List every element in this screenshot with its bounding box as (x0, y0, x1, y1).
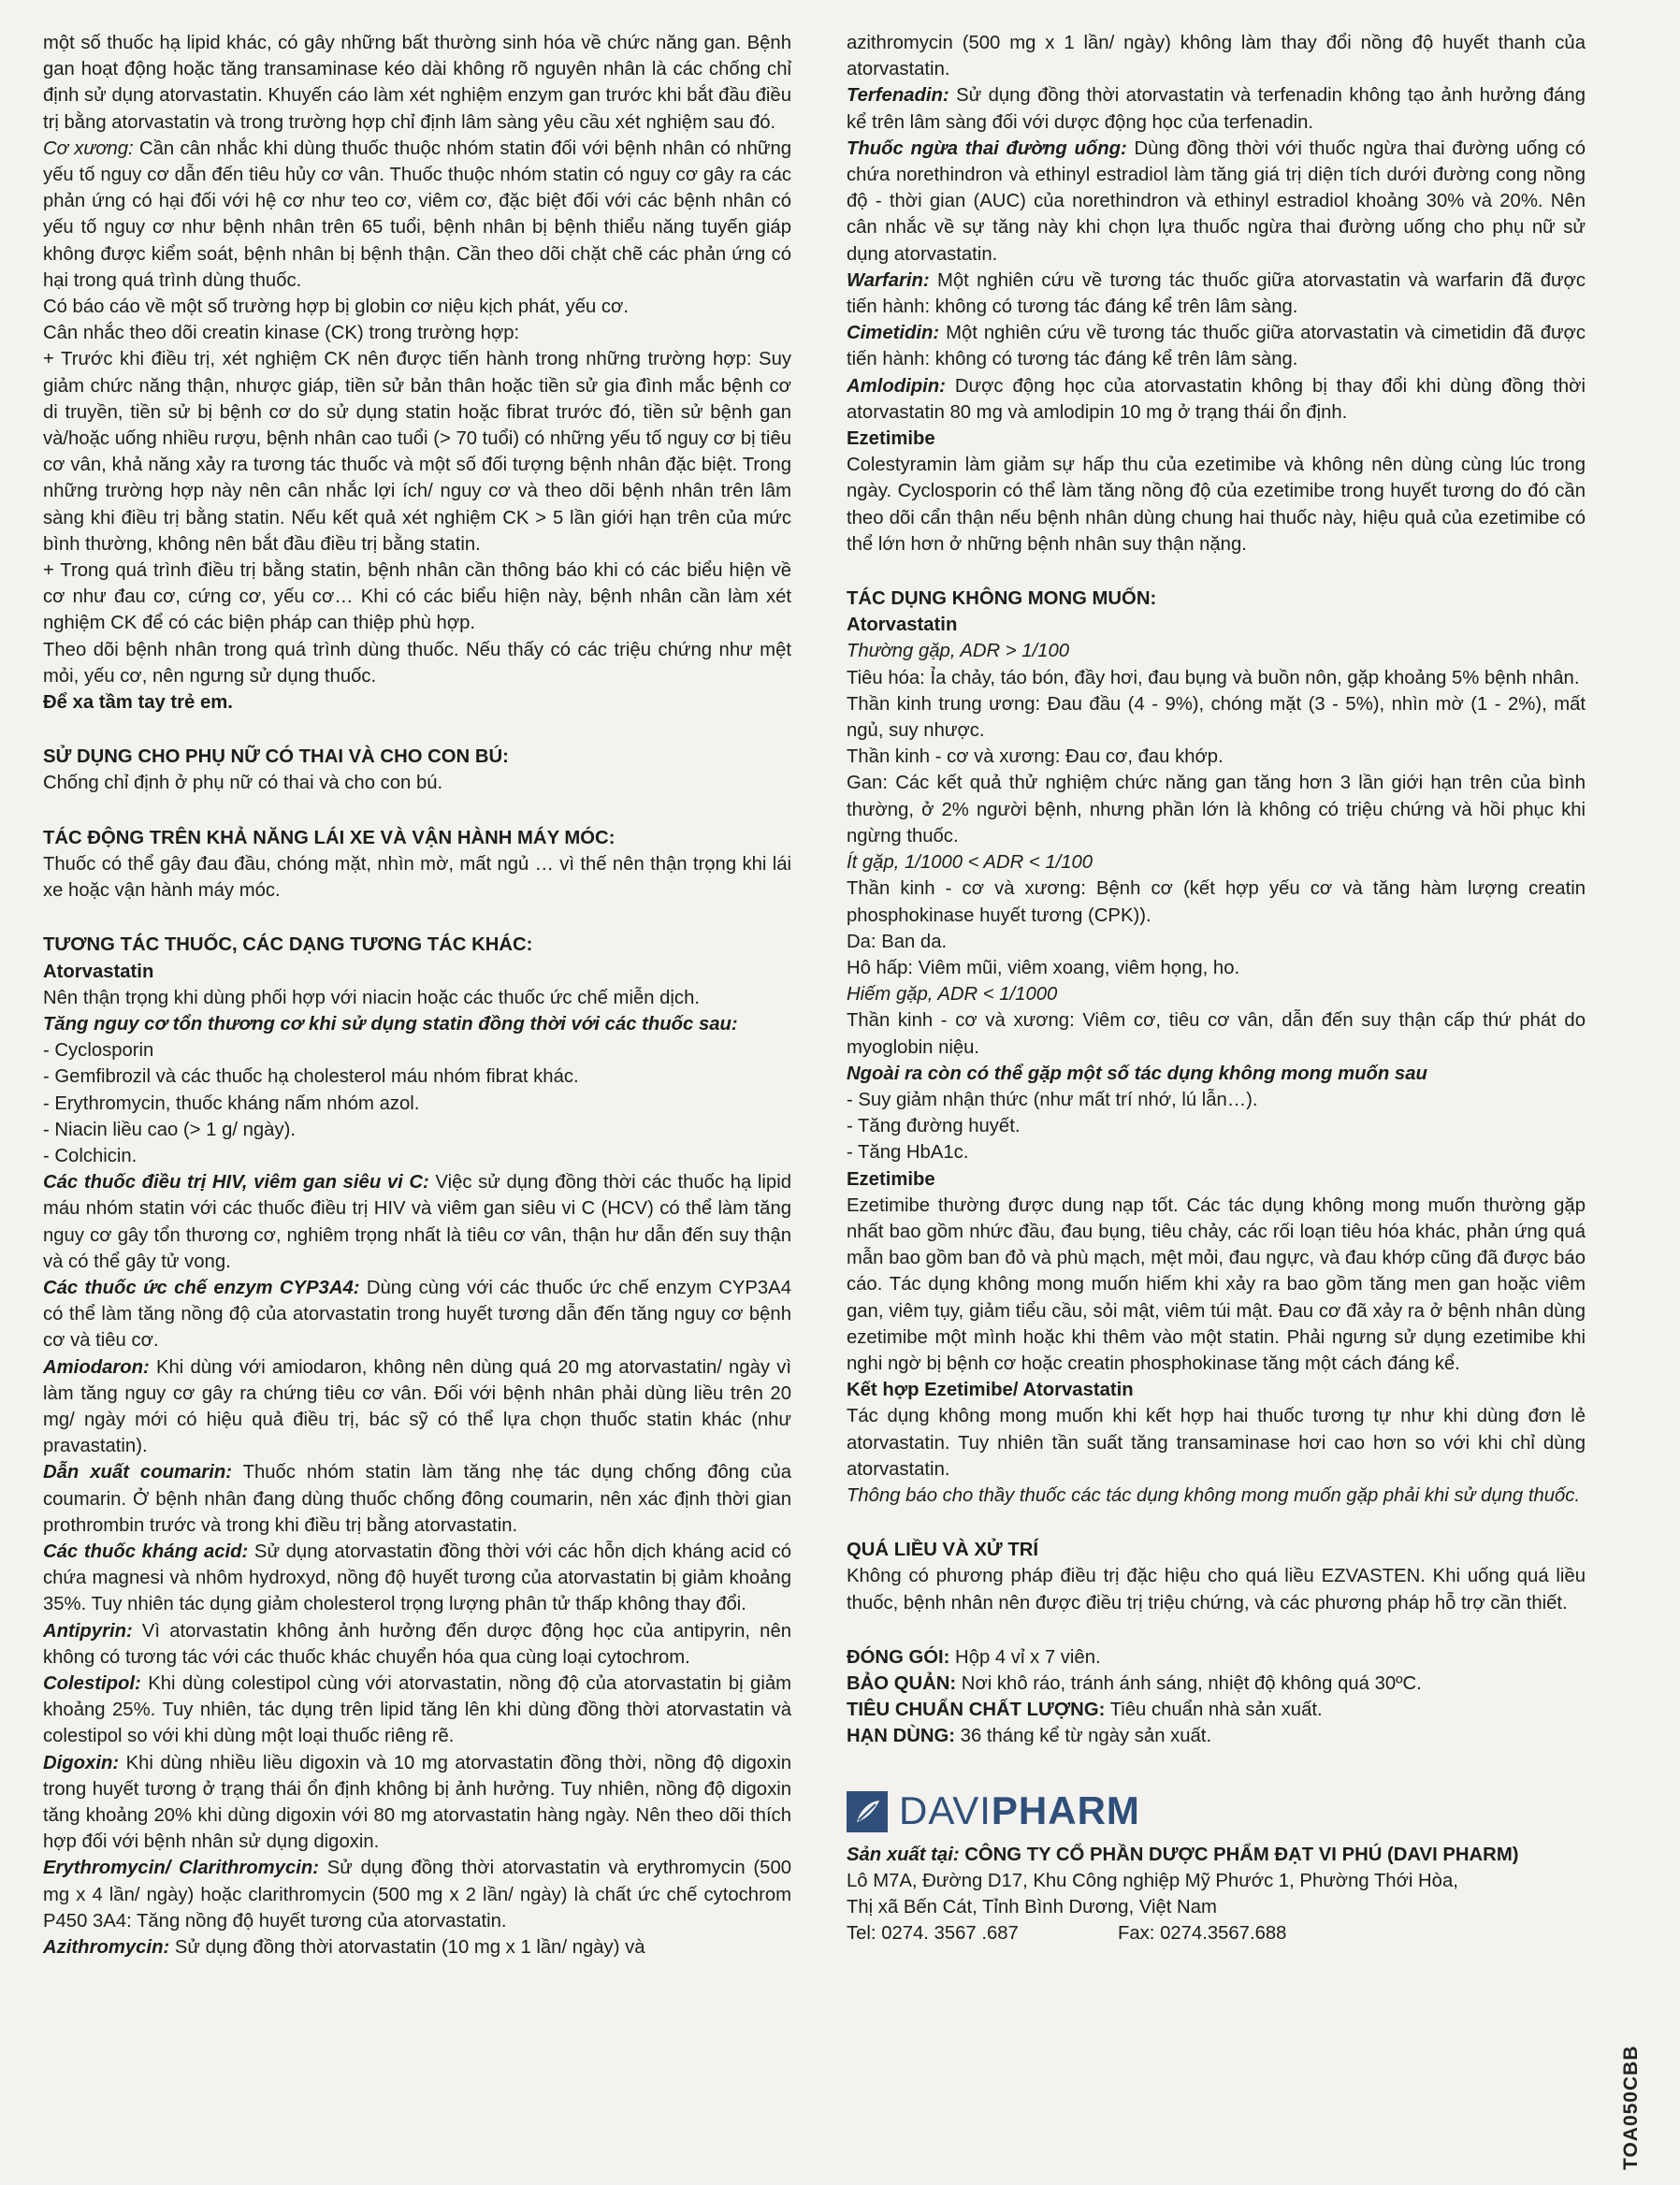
inline-label: Erythromycin/ Clarithromycin: (43, 1858, 320, 1879)
subheading: Tăng nguy cơ tổn thương cơ khi sử dụng statin đồng thời với các thuốc sau: (43, 1013, 738, 1035)
inline-label: Các thuốc điều trị HIV, viêm gan siêu vi C: (43, 1172, 429, 1194)
paragraph (847, 268, 1586, 320)
paragraph: Hô hấp: Viêm mũi, viêm xoang, viêm họng, ho. (847, 957, 1240, 978)
paragraph (847, 136, 1586, 268)
warning-text: Để xa tầm tay trẻ em. (43, 692, 233, 714)
paragraph: một số thuốc hạ lipid khác, có gây những bất thường sinh hóa về chức năng gan. Bệnh gan hoạt động hoặc tăng transaminase kéo dài không rõ nguyên nhân là các chống chỉ định sử dụng atorvastatin. Khuyến cáo làm xét nghiệm enzym gan trước khi bắt đầu điều trị bằng atorvastatin và trong trường hợp chỉ định lâm sàng yêu cầu xét nghiệm sau đó. (43, 33, 791, 133)
subheading: Ngoài ra còn có thể gặp một số tác dụng không mong muốn sau (847, 1063, 1427, 1084)
list-item: - Cyclosporin (43, 1040, 154, 1062)
expiry-line (847, 1723, 1586, 1749)
paragraph (43, 1169, 791, 1275)
paragraph-text: Việc sử dụng đồng thời các thuốc hạ lipid máu nhóm statin với các thuốc điều trị HIV và viêm gan siêu vi C (HCV) có thể làm tăng nguy cơ gây tổn thương cơ, nghiêm trọng nhất là tiêu cơ vân, thận hư dẫn đến suy thận và có thể gây tử vong. (43, 1172, 791, 1272)
section-heading: TÁC DỤNG KHÔNG MONG MUỐN: (847, 588, 1157, 610)
paragraph (43, 1539, 791, 1618)
paragraph (847, 320, 1586, 372)
paragraph: Có báo cáo về một số trường hợp bị globin cơ niệu kịch phát, yếu cơ. (43, 297, 629, 318)
inline-label: Digoxin: (43, 1752, 120, 1773)
leaf-icon (847, 1791, 888, 1832)
telephone: Tel: 0274. 3567 .687 (847, 1923, 1019, 1945)
subheading: Kết hợp Ezetimibe/ Atorvastatin (847, 1380, 1134, 1401)
inline-label: Thuốc ngừa thai đường uống: (847, 137, 1127, 159)
fax: Fax: 0274.3567.688 (1118, 1923, 1287, 1945)
paragraph: Thuốc có thể gây đau đầu, chóng mặt, nhìn mờ, mất ngủ … vì thế nên thận trọng khi lái xe hoặc vận hành máy móc. (43, 853, 791, 902)
right-column (847, 30, 1586, 1946)
paragraph-text: Cần cân nhắc khi dùng thuốc thuộc nhóm statin đối với bệnh nhân có những yếu tố nguy cơ dẫn đến tiêu hủy cơ vân. Thuốc thuộc nhóm statin có nguy cơ gây ra các phản ứng có hại đối với hệ cơ như teo cơ, viêm cơ, đặc biệt đối với các bệnh nhân có yếu tố nguy cơ như bệnh nhân trên 65 tuổi, bệnh nhân bị bệnh thiểu năng tuyến giáp không được kiểm soát, bệnh nhân bị bệnh thận. Cần theo dõi chặt chẽ các phản ứng có hại trong quá trình dùng thuốc. (43, 137, 791, 291)
paragraph: Theo dõi bệnh nhân trong quá trình dùng thuốc. Nếu thấy có các triệu chứng như mệt mỏi, yếu cơ, nên ngưng sử dụng thuốc. (43, 639, 791, 687)
subheading: Ezetimibe (847, 428, 935, 450)
paragraph: Thần kinh - cơ và xương: Đau cơ, đau khớp. (847, 746, 1224, 768)
paragraph-text: 36 tháng kể từ ngày sản xuất. (955, 1726, 1212, 1747)
paragraph (43, 1618, 791, 1671)
paragraph (43, 1671, 791, 1750)
inline-label: Sản xuất tại: (847, 1844, 960, 1865)
paragraph-text: Vì atorvastatin không ảnh hưởng đến dược động học của antipyrin, nên không có tương tác với các thuốc khác chuyển hóa qua cùng loại cytochrom. (43, 1620, 791, 1668)
paragraph-text: Sử dụng atorvastatin đồng thời với các hỗn dịch kháng acid có chứa magnesi và nhôm hydroxyd, nồng độ huyết tương của atorvastatin bị giảm khoảng 35%. Tuy nhiên tác dụng giảm cholesterol trọng lượng phân tử thấp không thay đổi. (43, 1541, 791, 1615)
section-heading: TƯƠNG TÁC THUỐC, CÁC DẠNG TƯƠNG TÁC KHÁC: (43, 934, 533, 956)
frequency-label: Thường gặp, ADR > 1/100 (847, 641, 1070, 662)
storage-line (847, 1671, 1586, 1697)
list-item: - Colchicin. (43, 1145, 138, 1166)
paragraph: Nên thận trọng khi dùng phối hợp với niacin hoặc các thuốc ức chế miễn dịch. (43, 987, 700, 1008)
paragraph: Da: Ban da. (847, 931, 948, 952)
inline-label: Terfenadin: (847, 85, 949, 107)
inline-label: Amlodipin: (847, 375, 946, 397)
inline-label: Cơ xương: (43, 137, 134, 159)
inline-label: Dẫn xuất coumarin: (43, 1462, 232, 1483)
paragraph-text: Dùng cùng với các thuốc ức chế enzym CYP3A4 có thể làm tăng nồng độ của atorvastatin trong huyết tương dẫn đến tăng nguy cơ bệnh cơ và tiêu cơ. (43, 1277, 791, 1352)
paragraph-text: Khi dùng colestipol cùng với atorvastatin, nồng độ của atorvastatin bị giảm khoảng 25%. Tuy nhiên, tác dụng trên lipid tăng lên khi dùng đồng thời atorvastatin và colestipol so với khi dùng một loại thuốc riêng rẽ. (43, 1672, 791, 1747)
logo-text-pharm: PHARM (991, 1788, 1140, 1833)
notice-text: Thông báo cho thầy thuốc các tác dụng không mong muốn gặp phải khi sử dụng thuốc. (847, 1484, 1581, 1506)
section-heading: TÁC ĐỘNG TRÊN KHẢ NĂNG LÁI XE VÀ VẬN HÀNH MÁY MÓC: (43, 827, 616, 848)
paragraph-text: Sử dụng đồng thời atorvastatin và erythromycin (500 mg x 4 lần/ ngày) hoặc clarithromycin (500 mg x 2 lần/ ngày) là chất ức chế cytochrom P450 3A4: Tăng nồng độ huyết tương của atorvastatin. (43, 1858, 792, 1932)
packaging-line (847, 1644, 1586, 1671)
manufacturer-name: CÔNG TY CỔ PHẦN DƯỢC PHẨM ĐẠT VI PHÚ (DAVI PHARM) (959, 1844, 1519, 1865)
paragraph-text: Sử dụng đồng thời atorvastatin (10 mg x 1 lần/ ngày) và (169, 1937, 645, 1959)
paragraph-text: Một nghiên cứu về tương tác thuốc giữa atorvastatin và warfarin đã được tiến hành: không có tương tác đáng kể trên lâm sàng. (847, 269, 1586, 318)
logo-text-davi: DAVI (899, 1788, 992, 1833)
list-item: - Erythromycin, thuốc kháng nấm nhóm azol. (43, 1092, 420, 1114)
paragraph (43, 1934, 791, 1961)
paragraph (43, 1750, 791, 1856)
subheading: Atorvastatin (43, 961, 154, 982)
contact-line (847, 1920, 1586, 1946)
paragraph: Tác dụng không mong muốn khi kết hợp hai thuốc tương tự như khi dùng đơn lẻ atorvastatin. Tuy nhiên tần suất tăng transaminase hơi cao hơn so với khi chỉ dùng atorvastatin. (847, 1406, 1586, 1480)
list-item: - Suy giảm nhận thức (như mất trí nhớ, lú lẫn…). (847, 1089, 1258, 1110)
paragraph: + Trước khi điều trị, xét nghiệm CK nên được tiến hành trong những trường hợp: Suy giảm chức năng thận, nhược giáp, tiền sử bản thân hoặc tiền sử gia đình mắc bệnh cơ di truyền, tiền sử bị bệnh cơ do sử dụng statin hoặc fibrat trước đó, tiền sử bệnh gan và/hoặc uống nhiều rượu, bệnh nhân cao tuổi (> 70 tuổi) có những yếu tố nguy cơ bị tiêu cơ vân, khả năng xảy ra tương tác thuốc và một số đối tượng bệnh nhân đặc biệt. Trong những trường hợp này nên cân nhắc lợi ích/ nguy cơ và theo dõi bệnh nhân trên lâm sàng khi điều trị bằng statin. Nếu kết quả xét nghiệm CK > 5 lần giới hạn trên của mức bình thường, không nên bắt đầu điều trị bằng statin. (43, 349, 791, 555)
paragraph-text: Thuốc nhóm statin làm tăng nhẹ tác dụng chống đông của coumarin. Ở bệnh nhân đang dùng thuốc chống đông coumarin, nên xác định thời gian prothrombin trước và trong khi điều trị bằng atorvastatin. (43, 1462, 791, 1536)
inline-label: TIÊU CHUẨN CHẤT LƯỢNG: (847, 1700, 1106, 1721)
paragraph: Thần kinh - cơ và xương: Viêm cơ, tiêu cơ vân, dẫn đến suy thận cấp thứ phát do myoglobin niệu. (847, 1010, 1586, 1058)
paragraph-text: Dược động học của atorvastatin không bị thay đổi khi dùng đồng thời atorvastatin 80 mg và amlodipin 10 mg ở trạng thái ổn định. (847, 375, 1586, 423)
inline-label: Amiodaron: (43, 1356, 150, 1378)
paragraph (43, 1855, 791, 1934)
frequency-label: Ít gặp, 1/1000 < ADR < 1/100 (847, 852, 1093, 874)
paragraph (43, 1354, 791, 1460)
paragraph: Colestyramin làm giảm sự hấp thu của ezetimibe và không nên dùng cùng lúc trong ngày. Cyclosporin có thể làm tăng nồng độ của ezetimibe trong huyết tương do đó cần theo dõi cẩn thận nếu bệnh nhân dùng chung hai thuốc này, hiệu quả của ezetimibe có thể lớn hơn ở những bệnh nhân suy thận nặng. (847, 455, 1586, 555)
paragraph (43, 1459, 791, 1539)
paragraph: Tiêu hóa: Ỉa chảy, táo bón, đầy hơi, đau bụng và buồn nôn, gặp khoảng 5% bệnh nhân. (847, 667, 1580, 688)
paragraph (847, 373, 1586, 426)
paragraph: azithromycin (500 mg x 1 lần/ ngày) không làm thay đổi nồng độ huyết thanh của atorvastatin. (847, 33, 1586, 80)
paragraph-text: Nơi khô ráo, tránh ánh sáng, nhiệt độ không quá 30ºC. (956, 1672, 1422, 1694)
paragraph: Ezetimibe thường được dung nạp tốt. Các tác dụng không mong muốn thường gặp nhất bao gồm nhức đầu, đau bụng, tiêu chảy, các rối loạn tiêu hóa khác, phản ứng quá mẫn bao gồm ban đỏ và phù mạch, mệt mỏi, đau ngực, và đau khớp cũng đã được báo cáo. Tác dụng không mong muốn hiếm khi xảy ra bao gồm tăng men gan hoặc viêm gan, viêm tụy, giảm tiểu cầu, sỏi mật, viêm túi mật. Đau cơ đã xảy ra ở bệnh nhân dùng ezetimibe một mình hoặc khi thêm vào một statin. Phải ngưng sử dụng ezetimibe khi nghi ngờ bị bệnh cơ hoặc creatin phosphokinase tăng một cách đáng kể. (847, 1194, 1586, 1374)
list-item: - Tăng HbA1c. (847, 1142, 969, 1164)
inline-label: Antipyrin: (43, 1620, 133, 1642)
subheading: Ezetimibe (847, 1168, 935, 1190)
paragraph (43, 136, 791, 294)
list-item: - Tăng đường huyết. (847, 1116, 1021, 1137)
paragraph-text: Tiêu chuẩn nhà sản xuất. (1105, 1700, 1323, 1721)
frequency-label: Hiếm gặp, ADR < 1/1000 (847, 984, 1058, 1006)
paragraph: Chống chỉ định ở phụ nữ có thai và cho con bú. (43, 773, 443, 794)
paragraph-text: Sử dụng đồng thời atorvastatin và terfenadin không tạo ảnh hưởng đáng kể trên lâm sàng đối với dược động học của terfenadin. (847, 85, 1586, 133)
paragraph-text: Hộp 4 vỉ x 7 viên. (949, 1646, 1101, 1668)
paragraph (847, 82, 1586, 135)
inline-label: Azithromycin: (43, 1937, 170, 1959)
inline-label: HẠN DÙNG: (847, 1726, 956, 1747)
inline-label: Các thuốc kháng acid: (43, 1541, 249, 1562)
davipharm-logo (847, 1786, 1586, 1838)
document-code (1613, 2030, 1650, 2170)
inline-label: Cimetidin: (847, 323, 940, 344)
list-item: - Niacin liều cao (> 1 g/ ngày). (43, 1119, 296, 1140)
address-line: Thị xã Bến Cát, Tỉnh Bình Dương, Việt Nam (847, 1897, 1217, 1917)
inline-label: BẢO QUẢN: (847, 1672, 957, 1694)
standard-line (847, 1697, 1586, 1723)
paragraph: Thần kinh - cơ và xương: Bệnh cơ (kết hợp yếu cơ và tăng hàm lượng creatin phosphokinase huyết tương (CPK)). (847, 878, 1586, 926)
section-heading: QUÁ LIỀU VÀ XỬ TRÍ (847, 1540, 1039, 1561)
paragraph: Cân nhắc theo dõi creatin kinase (CK) trong trường hợp: (43, 323, 520, 344)
address-line: Lô M7A, Đường D17, Khu Công nghiệp Mỹ Phước 1, Phường Thới Hòa, (847, 1870, 1458, 1891)
section-heading: SỬ DỤNG CHO PHỤ NỮ CÓ THAI VÀ CHO CON BÚ: (43, 746, 509, 768)
inline-label: Các thuốc ức chế enzym CYP3A4: (43, 1277, 360, 1298)
left-column (43, 30, 791, 1961)
paragraph-text: Một nghiên cứu về tương tác thuốc giữa atorvastatin và cimetidin đã được tiến hành: không có tương tác đáng kể trên lâm sàng. (847, 323, 1586, 370)
paragraph: Gan: Các kết quả thử nghiệm chức năng gan tăng hơn 3 lần giới hạn trên của bình thường, ở 2% người bệnh, nhưng phần lớn là không có triệu chứng và hồi phục khi ngừng thuốc. (847, 773, 1586, 847)
paragraph: Không có phương pháp điều trị đặc hiệu cho quá liều EZVASTEN. Khi uống quá liều thuốc, bệnh nhân nên được điều trị triệu chứng, và các phương pháp hỗ trợ cần thiết. (847, 1566, 1586, 1613)
paragraph: Thần kinh trung ương: Đau đầu (4 - 9%), chóng mặt (3 - 5%), nhìn mờ (1 - 2%), mất ngủ, suy nhược. (847, 693, 1586, 742)
list-item: - Gemfibrozil và các thuốc hạ cholesterol máu nhóm fibrat khác. (43, 1066, 579, 1088)
subheading: Atorvastatin (847, 615, 958, 636)
paragraph-text: Khi dùng nhiều liều digoxin và 10 mg atorvastatin đồng thời, nồng độ digoxin trong huyết tương ở trạng thái ổn định không bị ảnh hưởng. Tuy nhiên, nồng độ digoxin tăng khoảng 20% khi dùng digoxin với 80 mg atorvastatin hàng ngày. Nên theo dõi thích hợp đối với bệnh nhân sử dụng digoxin. (43, 1752, 791, 1853)
paragraph (43, 1275, 791, 1354)
paragraph-text: Dùng đồng thời với thuốc ngừa thai đường uống có chứa norethindron và ethinyl estradiol làm tăng giá trị diện tích dưới đường cong nồng độ - thời gian (AUC) của norethindron và ethinyl estradiol khoảng 30% và 20%. Nên cân nhắc về sự tăng này khi chọn lựa thuốc ngừa thai đường uống cho phụ nữ sử dụng atorvastatin. (847, 137, 1586, 265)
document-code-text: TOA050CBB (1620, 2045, 1642, 2170)
paragraph: + Trong quá trình điều trị bằng statin, bệnh nhân cần thông báo khi có các biểu hiện về cơ như đau cơ, cứng cơ, yếu cơ… Khi có các biểu hiện này, bệnh nhân cần làm xét nghiệm CK để có các biện pháp can thiệp phù hợp. (43, 560, 791, 634)
paragraph-text: Khi dùng với amiodaron, không nên dùng quá 20 mg atorvastatin/ ngày vì làm tăng nguy cơ gây ra chứng tiêu cơ vân. Đối với bệnh nhân phải dùng liều trên 20 mg/ ngày mới có hiệu quả điều trị, bác sỹ có thể lựa chọn thuốc statin khác (như pravastatin). (43, 1356, 791, 1457)
inline-label: Warfarin: (847, 269, 930, 291)
manufacturer-line (847, 1842, 1586, 1868)
inline-label: Colestipol: (43, 1672, 141, 1694)
inline-label: ĐÓNG GÓI: (847, 1646, 950, 1668)
